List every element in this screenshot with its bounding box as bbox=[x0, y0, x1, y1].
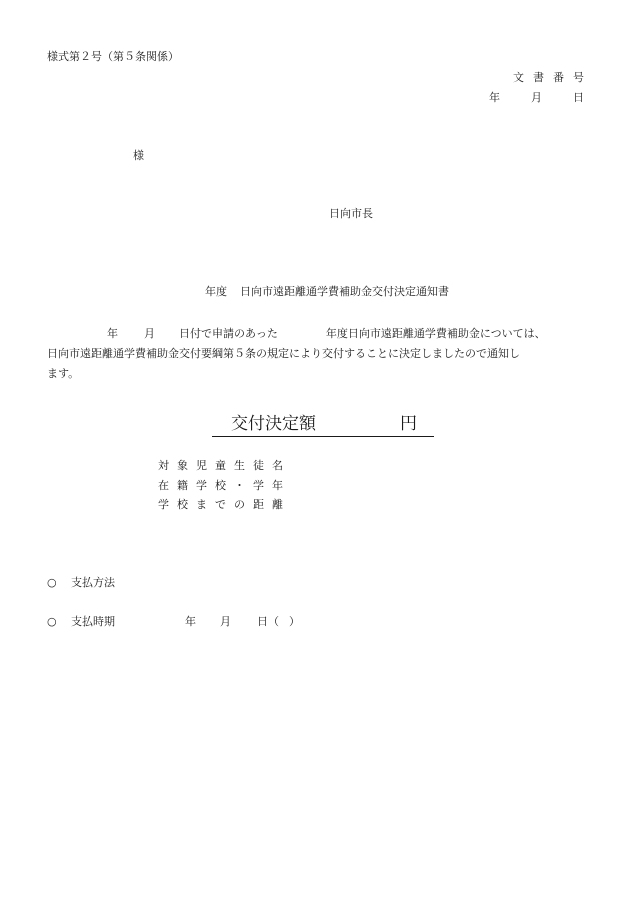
form-number: 様式第２号（第５条関係） bbox=[47, 50, 179, 63]
payment-paren-close: ） bbox=[289, 615, 300, 628]
date-day-label: 日 bbox=[573, 91, 584, 104]
payment-day: 日 bbox=[257, 615, 268, 628]
grant-amount-unit: 円 bbox=[400, 414, 417, 434]
payment-period bbox=[47, 616, 300, 627]
date-year-label: 年 bbox=[489, 91, 500, 104]
sender-name: 日向市長 bbox=[329, 207, 373, 220]
payment-method-label: 支払方法 bbox=[71, 576, 115, 589]
issue-date bbox=[489, 92, 584, 103]
grant-amount bbox=[212, 414, 434, 437]
recipient-honorific: 様 bbox=[133, 149, 144, 162]
payment-paren-open: （ bbox=[268, 615, 279, 628]
body-year: 年 bbox=[107, 327, 118, 340]
title-text: 日向市遠距離通学費補助金交付決定通知書 bbox=[240, 285, 449, 298]
circle-bullet-icon: ○ bbox=[47, 576, 57, 589]
document-title bbox=[205, 286, 449, 297]
field-student-name: 対象児童生徒名 bbox=[158, 459, 291, 472]
grant-amount-label: 交付決定額 bbox=[231, 414, 316, 434]
title-fiscal-year: 年度 bbox=[205, 285, 227, 298]
field-school-grade: 在籍学校・学年 bbox=[158, 479, 291, 492]
field-distance-to-school: 学校までの距離 bbox=[158, 498, 291, 511]
body-line-1 bbox=[47, 324, 587, 344]
body-application-phrase: 日付で申請のあった bbox=[179, 327, 278, 340]
payment-year: 年 bbox=[185, 615, 196, 628]
payment-period-label: 支払時期 bbox=[71, 615, 115, 628]
document-number-label: 文書番号 bbox=[513, 71, 593, 84]
date-month-label: 月 bbox=[531, 91, 542, 104]
body-month: 月 bbox=[144, 327, 155, 340]
circle-bullet-icon: ○ bbox=[47, 615, 57, 628]
body-line-3: ます。 bbox=[47, 367, 80, 380]
payment-month: 月 bbox=[220, 615, 231, 628]
notice-body bbox=[47, 324, 587, 384]
payment-method bbox=[47, 577, 115, 588]
body-fiscal-phrase: 年度日向市遠距離通学費補助金については、 bbox=[325, 327, 546, 340]
body-line-2: 日向市遠距離通学費補助金交付要綱第５条の規定により交付することに決定しましたので通知し bbox=[47, 347, 520, 360]
